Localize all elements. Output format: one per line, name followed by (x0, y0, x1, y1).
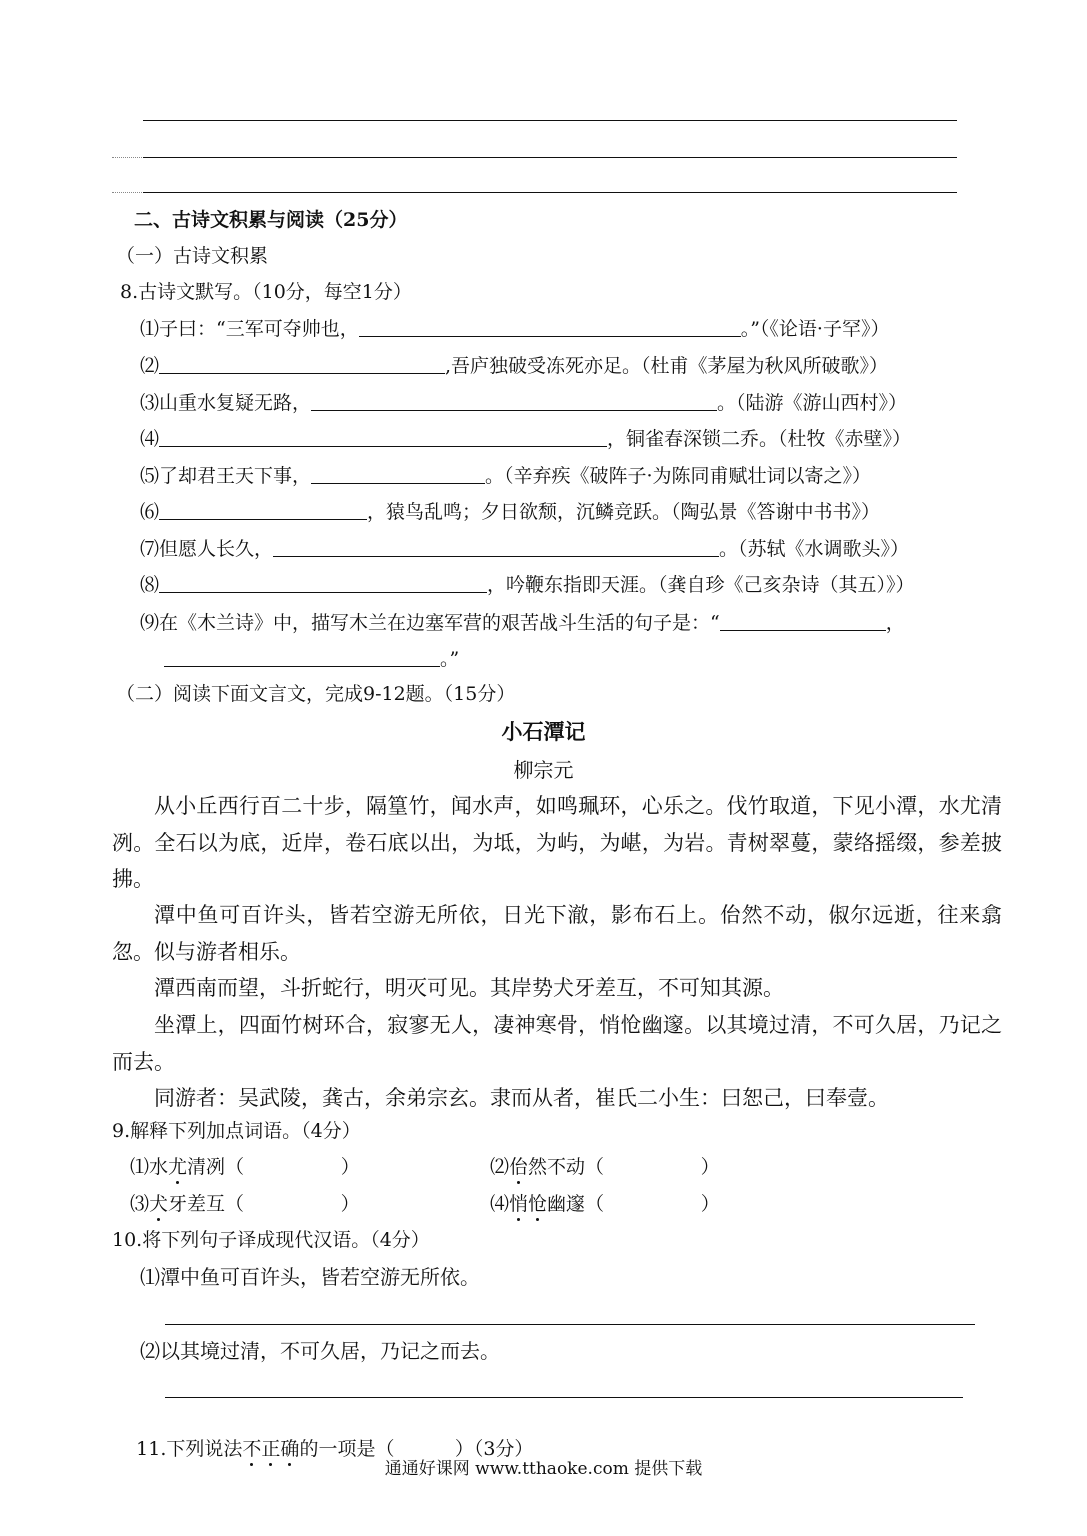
answer-paren[interactable]: （ ） (585, 1193, 720, 1215)
fill-blank[interactable] (311, 392, 717, 411)
q8-item-3 (140, 390, 907, 416)
passage-paragraph-1: 从小丘西行百二十步，隔篁竹，闻水声，如鸣珮环，心乐之。伐竹取道，下见小潭，水尤清冽。全石以为底，近岸，卷石底以出，为坻，为屿，为嵁，为岩。青树翠蔓，蒙络摇缀，参差披拂。 (112, 794, 1002, 891)
section-heading: 二、古诗文积累与阅读（25分） (134, 209, 408, 231)
q8-item-7 (140, 536, 909, 562)
passage-paragraph-2: 潭中鱼可百许头，皆若空游无所依，日光下澈，影布石上。佁然不动，俶尔远逝，往来翕忽。似与游者相乐。 (112, 903, 1002, 964)
question-9-label: 9.解释下列加点词语。（4分） (112, 1120, 361, 1142)
dotted-char: 怆 (528, 1193, 548, 1215)
fill-blank[interactable] (159, 501, 367, 520)
q8-item-text: ⑹ (140, 501, 160, 523)
q8-item-text: ，猿鸟乱鸣；夕日欲颓，沉鳞竞跃。（陶弘景《答谢中书书》） (367, 501, 881, 523)
q8-item-text: 。（辛弃疾《破阵子·为陈同甫赋壮词以寄之》） (485, 465, 872, 487)
fill-blank[interactable] (164, 648, 440, 667)
dotted-word (509, 1193, 547, 1215)
q8-item-text: 。（陆游《游山西村》） (717, 392, 908, 414)
dotted-char: 悄 (509, 1193, 529, 1215)
passage-paragraph-5: 同游者：吴武陵，龚古，余弟宗玄。隶而从者，崔氏二小生：曰恕己，曰奉壹。 (154, 1086, 889, 1110)
q8-item-text: ，铜雀春深锁二乔。（杜牧《赤壁》） (607, 428, 912, 450)
q8-item-5 (140, 463, 871, 489)
q9-item-4 (490, 1191, 720, 1217)
passage-paragraph-4: 坐潭上，四面竹树环合，寂寥无人，凄神寒骨，悄怆幽邃。以其境过清，不可久居，乃记之而去。 (112, 1013, 1002, 1074)
q8-item-text: ⑶山重水复疑无路， (140, 392, 312, 414)
q9-item-text: 清冽 (187, 1156, 226, 1178)
dotted-word: 佁 (509, 1156, 529, 1178)
fill-blank[interactable] (720, 612, 886, 631)
q8-item-text: 。”（《论语·子罕》） (740, 318, 890, 340)
q8-item-8 (140, 572, 915, 598)
dotted-word: 犬 (149, 1193, 169, 1215)
q9-item-text: 然不动 (528, 1156, 586, 1178)
q9-item-2 (490, 1154, 720, 1180)
q8-item-text: ⑴子曰：“三军可夺帅也， (140, 318, 359, 340)
q9-item-text: 水 (149, 1156, 169, 1178)
q8-item-text: ⑷ (140, 428, 160, 450)
passage-author: 柳宗元 (513, 758, 574, 782)
q9-item-3 (130, 1191, 360, 1217)
answer-line (143, 120, 957, 121)
q8-item-4 (140, 426, 911, 452)
passage-title: 小石潭记 (501, 720, 586, 744)
q9-item-number: ⑶ (130, 1193, 150, 1215)
translation-line[interactable] (165, 1397, 963, 1398)
q9-item-number: ⑴ (130, 1156, 150, 1178)
q10-sentence-2: ⑵以其境过清，不可久居，乃记之而去。 (140, 1339, 500, 1363)
q9-item-number: ⑵ (490, 1156, 510, 1178)
q8-item-6 (140, 499, 880, 525)
fill-blank[interactable] (273, 538, 719, 557)
q11-text: 的一项是（ ）（3分） (299, 1438, 534, 1460)
subsection-heading-2: （二）阅读下面文言文，完成9-12题。（15分） (116, 683, 516, 705)
footer-source: 通通好课网 www.tthaoke.com 提供下载 (384, 1459, 703, 1479)
q9-item-number: ⑷ (490, 1193, 510, 1215)
fill-blank[interactable] (311, 465, 485, 484)
q8-item-9-cont (164, 646, 459, 672)
dotted-word: 尤 (168, 1156, 188, 1178)
question-10-label: 10.将下列句子译成现代汉语。（4分） (112, 1229, 430, 1251)
fill-blank[interactable] (159, 428, 607, 447)
q11-text: 11.下列说法 (136, 1438, 243, 1460)
answer-paren[interactable]: （ ） (225, 1193, 360, 1215)
q8-item-9 (140, 610, 905, 636)
q9-item-1 (130, 1154, 360, 1180)
q8-item-text: ， (885, 612, 905, 634)
q8-item-text: ,吾庐独破受冻死亦足。（杜甫《茅屋为秋风所破歌》） (445, 355, 889, 377)
margin-dots (112, 157, 142, 158)
passage-paragraph-3: 潭西南而望，斗折蛇行，明灭可见。其岸势犬牙差互，不可知其源。 (154, 976, 784, 1000)
q8-item-text: ⑻ (140, 574, 160, 596)
answer-line (143, 192, 957, 193)
dotted-char: 不 (242, 1438, 262, 1460)
question-8-label: 8.古诗文默写。（10分，每空1分） (120, 281, 412, 303)
translation-line[interactable] (165, 1324, 975, 1325)
fill-blank[interactable] (359, 318, 741, 337)
dotted-char: 确 (280, 1438, 300, 1460)
answer-paren[interactable]: （ ） (585, 1156, 720, 1178)
q8-item-text: 。（苏轼《水调歌头》） (719, 538, 910, 560)
q8-item-text: 。” (440, 648, 460, 670)
margin-dots (112, 192, 142, 193)
q8-item-text: ⑼在《木兰诗》中，描写木兰在边塞军营的艰苦战斗生活的句子是：“ (140, 612, 720, 634)
q8-item-text: ⑺但愿人长久， (140, 538, 274, 560)
answer-line (143, 157, 957, 158)
q8-item-text: ⑸了却君王天下事， (140, 465, 312, 487)
q9-item-text: 幽邃 (547, 1193, 586, 1215)
q9-item-text: 牙差互 (168, 1193, 226, 1215)
dotted-char: 正 (261, 1438, 281, 1460)
q8-item-2 (140, 353, 888, 379)
q8-item-text: ，吟鞭东指即天涯。（龚自珍《己亥杂诗（其五）》） (487, 574, 915, 596)
q10-sentence-1: ⑴潭中鱼可百许头，皆若空游无所依。 (140, 1265, 480, 1289)
answer-paren[interactable]: （ ） (225, 1156, 360, 1178)
q8-item-1 (140, 316, 889, 342)
q8-item-text: ⑵ (140, 355, 160, 377)
fill-blank[interactable] (159, 355, 445, 374)
fill-blank[interactable] (159, 574, 487, 593)
subsection-heading: （一）古诗文积累 (116, 245, 269, 267)
